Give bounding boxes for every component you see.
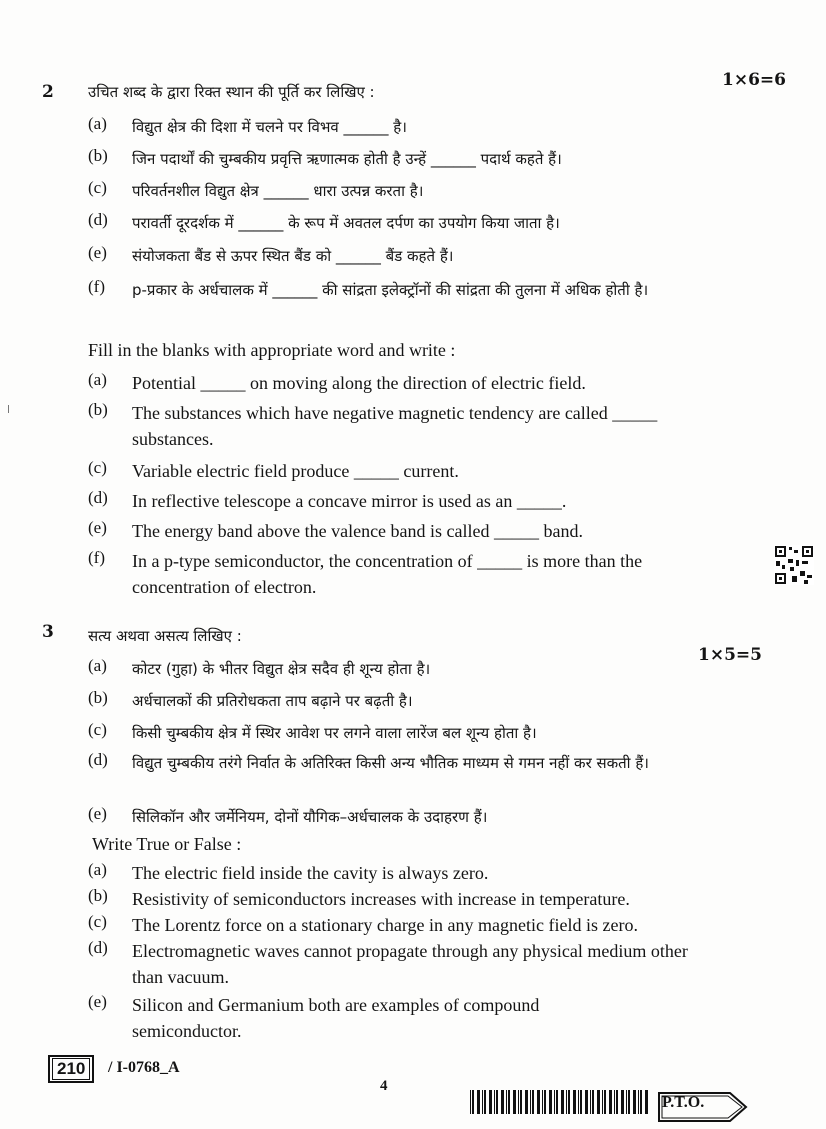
q2-english-item-d — [88, 488, 566, 514]
item-text: In reflective telescope a concave mirror is used as an _____. — [132, 491, 567, 511]
barcode-bar — [568, 1090, 570, 1114]
item-label: (b) — [88, 146, 108, 165]
q2-english-item-a — [88, 370, 586, 396]
barcode-bar — [628, 1090, 630, 1114]
barcode-bar — [580, 1090, 582, 1114]
item-text: सिलिकॉन और जर्मेनियम, दोनों यौगिक–अर्धचालक के उदाहरण हैं। — [132, 808, 488, 826]
question-2-hindi-instruction: उचित शब्द के द्वारा रिक्त स्थान की पूर्ति कर लिखिए : — [88, 83, 375, 101]
question-3-marks: 1×5=5 — [698, 645, 762, 665]
question-3-english-instruction: Write True or False : — [92, 834, 242, 854]
barcode-bar — [592, 1090, 594, 1114]
barcode-bar — [638, 1090, 639, 1114]
item-text: परिवर्तनशील विद्युत क्षेत्र ______ धारा उत्पन्न करता है। — [132, 182, 424, 200]
q3-english-item-e — [88, 992, 628, 1044]
q2-hindi-item-e — [88, 243, 453, 269]
barcode-bar — [585, 1090, 588, 1114]
q2-hindi-item-c — [88, 178, 423, 204]
barcode-bar — [602, 1090, 603, 1114]
item-text: Resistivity of semiconductors increases with increase in temperature. — [132, 889, 630, 909]
barcode-bar — [621, 1090, 624, 1114]
barcode-bar — [530, 1090, 531, 1114]
paper-code: / I-0768_A — [108, 1059, 180, 1076]
item-label: (c) — [88, 458, 107, 477]
q2-english-item-f — [88, 548, 728, 600]
barcode-bar — [482, 1090, 483, 1114]
q3-english-item-a — [88, 860, 488, 886]
barcode-bar — [520, 1090, 522, 1114]
item-text: Silicon and Germanium both are examples of compound semiconductor. — [132, 995, 540, 1041]
item-label: (b) — [88, 886, 108, 905]
barcode-bar — [561, 1090, 564, 1114]
item-text: The electric field inside the cavity is always zero. — [132, 863, 489, 883]
item-label: (a) — [88, 656, 107, 675]
q3-english-item-d — [88, 938, 708, 990]
margin-mark — [8, 405, 9, 413]
q2-hindi-item-b — [88, 146, 562, 172]
q2-english-item-b — [88, 400, 738, 452]
question-2-marks: 1×6=6 — [722, 70, 786, 90]
barcode-bar — [554, 1090, 555, 1114]
question-2-number: 2 — [42, 82, 54, 102]
q3-english-item-c — [88, 912, 638, 938]
item-text: परावर्ती दूरदर्शक में ______ के रूप में अवतल दर्पण का उपयोग किया जाता है। — [132, 214, 560, 232]
barcode-bar — [645, 1090, 648, 1114]
barcode-bar — [501, 1090, 504, 1114]
item-text: The Lorentz force on a stationary charge in any magnetic field is zero. — [132, 915, 638, 935]
barcode-icon — [470, 1090, 648, 1114]
question-2-english-instruction: Fill in the blanks with appropriate word and write : — [88, 340, 456, 360]
q3-hindi-item-d — [88, 750, 718, 776]
barcode-bar — [633, 1090, 636, 1114]
barcode-bar — [470, 1090, 471, 1114]
q2-english-item-e — [88, 518, 583, 544]
item-label: (d) — [88, 488, 108, 507]
item-label: (e) — [88, 992, 107, 1011]
barcode-bar — [525, 1090, 528, 1114]
item-text: जिन पदार्थों की चुम्बकीय प्रवृत्ति ऋणात्मक होती है उन्हें ______ पदार्थ कहते हैं। — [132, 150, 562, 168]
item-label: (c) — [88, 178, 107, 197]
item-text: अर्धचालकों की प्रतिरोधकता ताप बढ़ाने पर बढ़ती है। — [132, 692, 413, 710]
item-text: In a p-type semiconductor, the concentration of _____ is more than the concentration of electron. — [132, 551, 643, 597]
item-label: (b) — [88, 400, 108, 419]
item-label: (c) — [88, 720, 107, 739]
q2-hindi-item-a — [88, 114, 407, 140]
barcode-bar — [609, 1090, 612, 1114]
item-label: (a) — [88, 370, 107, 389]
barcode-bar — [472, 1090, 474, 1114]
barcode-bar — [532, 1090, 534, 1114]
item-label: (e) — [88, 804, 107, 823]
item-text: Potential _____ on moving along the direction of electric field. — [132, 373, 586, 393]
item-label: (d) — [88, 210, 108, 229]
page-number: 4 — [380, 1078, 388, 1094]
item-label: (d) — [88, 750, 108, 769]
barcode-bar — [544, 1090, 546, 1114]
pto-label: P.T.O. — [662, 1094, 705, 1111]
barcode-bar — [590, 1090, 591, 1114]
item-text: p-प्रकार के अर्धचालक में ______ की सांद्रता इलेक्ट्रॉनों की सांद्रता की तुलना में अधिक होती है। — [132, 281, 649, 299]
barcode-bar — [578, 1090, 579, 1114]
code-box — [48, 1055, 94, 1083]
q3-hindi-item-a — [88, 656, 430, 682]
barcode-bar — [489, 1090, 492, 1114]
barcode-bar — [614, 1090, 615, 1114]
item-text: Variable electric field produce _____ current. — [132, 461, 459, 481]
barcode-bar — [513, 1090, 516, 1114]
code-box-value: 210 — [52, 1058, 90, 1080]
barcode-bar — [549, 1090, 552, 1114]
item-text: कोटर (गुहा) के भीतर विद्युत क्षेत्र सदैव ही शून्य होता है। — [132, 660, 431, 678]
question-3-hindi-instruction: सत्य अथवा असत्य लिखिए : — [88, 627, 242, 645]
item-label: (b) — [88, 688, 108, 707]
barcode-bar — [640, 1090, 642, 1114]
barcode-bar — [537, 1090, 540, 1114]
barcode-bar — [506, 1090, 507, 1114]
item-text: किसी चुम्बकीय क्षेत्र में स्थिर आवेश पर लगने वाला लारेंज बल शून्य होता है। — [132, 724, 537, 742]
barcode-bar — [496, 1090, 498, 1114]
item-label: (f) — [88, 548, 105, 567]
item-text: Electromagnetic waves cannot propagate through any physical medium other than vacuum. — [132, 941, 688, 987]
item-text: विद्युत चुम्बकीय तरंगे निर्वात के अतिरिक्त किसी अन्य भौतिक माध्यम से गमन नहीं कर सकती हैं। — [132, 754, 649, 772]
barcode-bar — [573, 1090, 576, 1114]
barcode-bar — [484, 1090, 486, 1114]
item-text: The substances which have negative magnetic tendency are called _____ substances. — [132, 403, 658, 449]
qr-code-icon — [774, 545, 814, 585]
barcode-bar — [566, 1090, 567, 1114]
item-label: (a) — [88, 860, 107, 879]
item-label: (d) — [88, 938, 108, 957]
item-label: (f) — [88, 277, 105, 296]
item-label: (c) — [88, 912, 107, 931]
q3-hindi-item-c — [88, 720, 537, 746]
item-label: (a) — [88, 114, 107, 133]
barcode-bar — [494, 1090, 495, 1114]
item-text: विद्युत क्षेत्र की दिशा में चलने पर विभव ______ है। — [132, 118, 407, 136]
q2-hindi-item-f — [88, 277, 748, 303]
barcode-bar — [604, 1090, 606, 1114]
q3-hindi-item-e — [88, 804, 487, 830]
barcode-bar — [477, 1090, 480, 1114]
q3-hindi-item-b — [88, 688, 413, 714]
barcode-bar — [508, 1090, 510, 1114]
q3-english-item-b — [88, 886, 630, 912]
barcode-bar — [542, 1090, 543, 1114]
barcode-bar — [556, 1090, 558, 1114]
q2-hindi-item-d — [88, 210, 560, 236]
barcode-bar — [626, 1090, 627, 1114]
question-3-number: 3 — [42, 622, 54, 642]
barcode-bar — [518, 1090, 519, 1114]
barcode-bar — [597, 1090, 600, 1114]
item-text: संयोजकता बैंड से ऊपर स्थित बैंड को ______ बैंड कहते हैं। — [132, 247, 454, 265]
item-text: The energy band above the valence band is called _____ band. — [132, 521, 584, 541]
item-label: (e) — [88, 243, 107, 262]
item-label: (e) — [88, 518, 107, 537]
q2-english-item-c — [88, 458, 459, 484]
barcode-bar — [616, 1090, 618, 1114]
